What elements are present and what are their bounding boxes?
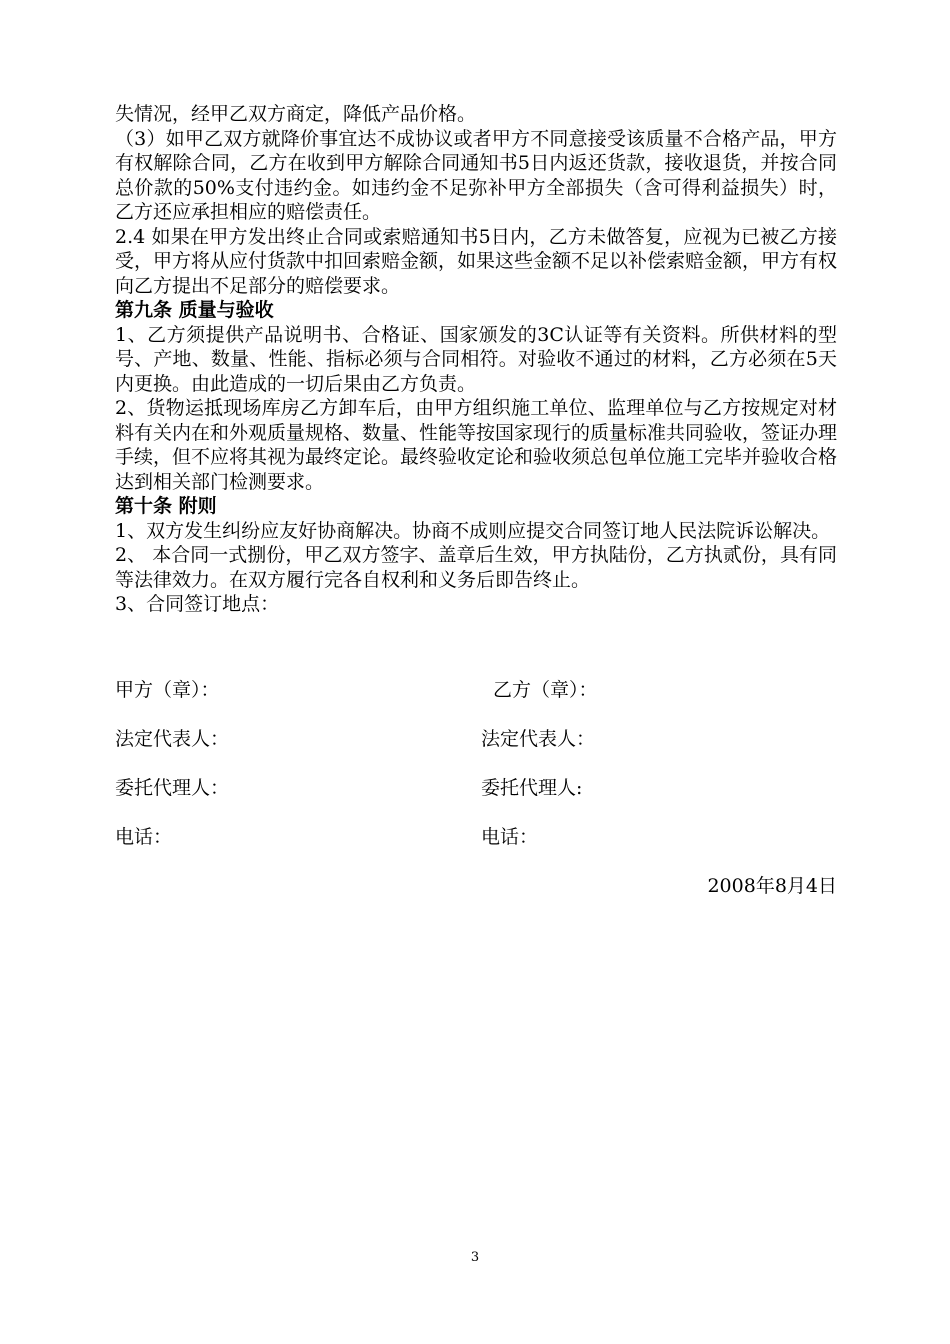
paragraph: 3、合同签订地点： — [115, 593, 280, 615]
party-b-agent-label: 委托代理人: — [481, 777, 583, 799]
paragraph: 1、乙方须提供产品说明书、合格证、国家颁发的3C认证等有关资料。所供材料的型号、产地、数量、性能、指标必须与合同相符。对验收不通过的材料，乙方必须在5天内更换。由此造成的一切后果由乙方负责。 — [115, 323, 837, 395]
page-number: 3 — [470, 1250, 480, 1265]
paragraph: 2、货物运抵现场库房乙方卸车后，由甲方组织施工单位、监理单位与乙方按规定对材料有关内在和外观质量规格、数量、性能等按国家现行的质量标准共同验收，签证办理手续，但不应将其视为最终定论。最终验收定论和验收须总包单位施工完毕并验收合格达到相关部门检测要求。 — [115, 397, 838, 493]
party-a-representative-label: 法定代表人： — [115, 728, 230, 750]
party-b-seal-label: 乙方（章）： — [493, 679, 598, 701]
section-heading: 第十条 附则 — [115, 495, 217, 517]
party-a-agent-label: 委托代理人： — [115, 777, 230, 799]
party-b-phone-label: 电话： — [481, 826, 539, 848]
paragraph: 2.4 如果在甲方发出终止合同或索赔通知书5日内，乙方未做答复，应视为已被乙方接受，甲方将从应付货款中扣回索赔金额，如果这些金额不足以补偿索赔金额，甲方有权向乙方提出不足部分的赔偿要求。 — [115, 225, 838, 297]
signing-date: 2008年8月4日 — [707, 875, 837, 897]
document-body — [115, 102, 837, 617]
paragraph: 2、 本合同一式捌份，甲乙双方签字、盖章后生效，甲方执陆份，乙方执贰份，具有同等法律效力。在双方履行完各自权利和义务后即告终止。 — [115, 544, 837, 591]
party-b-representative-label: 法定代表人： — [481, 728, 596, 750]
paragraph: 失情况，经甲乙双方商定，降低产品价格。 — [115, 103, 477, 125]
signature-row-representative — [115, 726, 837, 752]
party-a-seal-label: 甲方（章）： — [115, 679, 220, 701]
signature-row-agent — [115, 775, 837, 801]
signature-row-phone — [115, 824, 837, 850]
paragraph: （3）如甲乙双方就降价事宜达不成协议或者甲方不同意接受该质量不合格产品，甲方有权解除合同，乙方在收到甲方解除合同通知书5日内返还货款，接收退货，并按合同总价款的50%支付违约金。如违约金不足弥补甲方全部损失（含可得利益损失）时，乙方还应承担相应的赔偿责任。 — [115, 127, 837, 223]
signature-row-party — [115, 677, 837, 703]
paragraph: 1、双方发生纠纷应友好协商解决。协商不成则应提交合同签订地人民法院诉讼解决。 — [115, 519, 831, 542]
section-heading: 第九条 质量与验收 — [115, 299, 274, 321]
party-a-phone-label: 电话： — [115, 826, 173, 848]
